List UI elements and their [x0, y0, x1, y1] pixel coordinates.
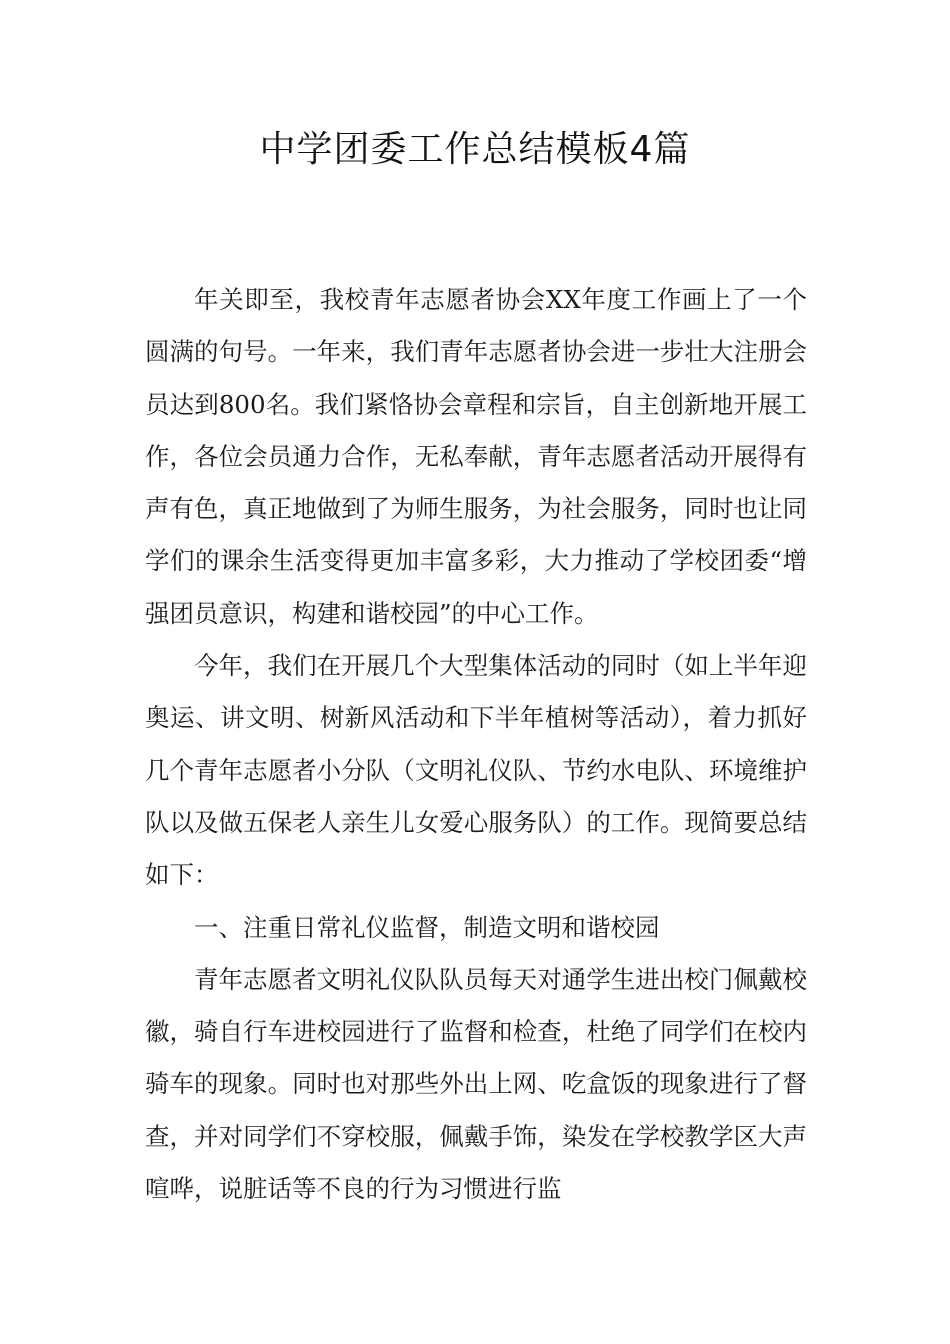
document-body	[145, 274, 807, 1215]
paragraph-2: 今年，我们在开展几个大型集体活动的同时（如上半年迎奥运、讲文明、树新风活动和下半年植树等活动），着力抓好几个青年志愿者小分队（文明礼仪队、节约水电队、环境维护队以及做五保老人亲生儿女爱心服务队）的工作。现简要总结如下：	[145, 651, 807, 890]
document-title: 中学团委工作总结模板4篇	[259, 129, 691, 170]
paragraph-3: 青年志愿者文明礼仪队队员每天对通学生进出校门佩戴校徽，骑自行车进校园进行了监督和检查，杜绝了同学们在校内骑车的现象。同时也对那些外出上网、吃盒饭的现象进行了督查，并对同学们不穿校服，佩戴手饰，染发在学校教学区大声喧哗，说脏话等不良的行为习惯进行监	[145, 964, 807, 1204]
paragraph-1: 年关即至，我校青年志愿者协会XX年度工作画上了一个圆满的句号。一年来，我们青年志愿者协会进一步壮大注册会员达到800名。我们紧恪协会章程和宗旨，自主创新地开展工作，各位会员通力合作，无私奉献，青年志愿者活动开展得有声有色，真正地做到了为师生服务，为社会服务，同时也让同学们的课余生活变得更加丰富多彩，大力推动了学校团委“增强团员意识，构建和谐校园”的中心工作。	[145, 285, 807, 628]
section-heading-1: 一、注重日常礼仪监督，制造文明和谐校园	[194, 912, 660, 942]
